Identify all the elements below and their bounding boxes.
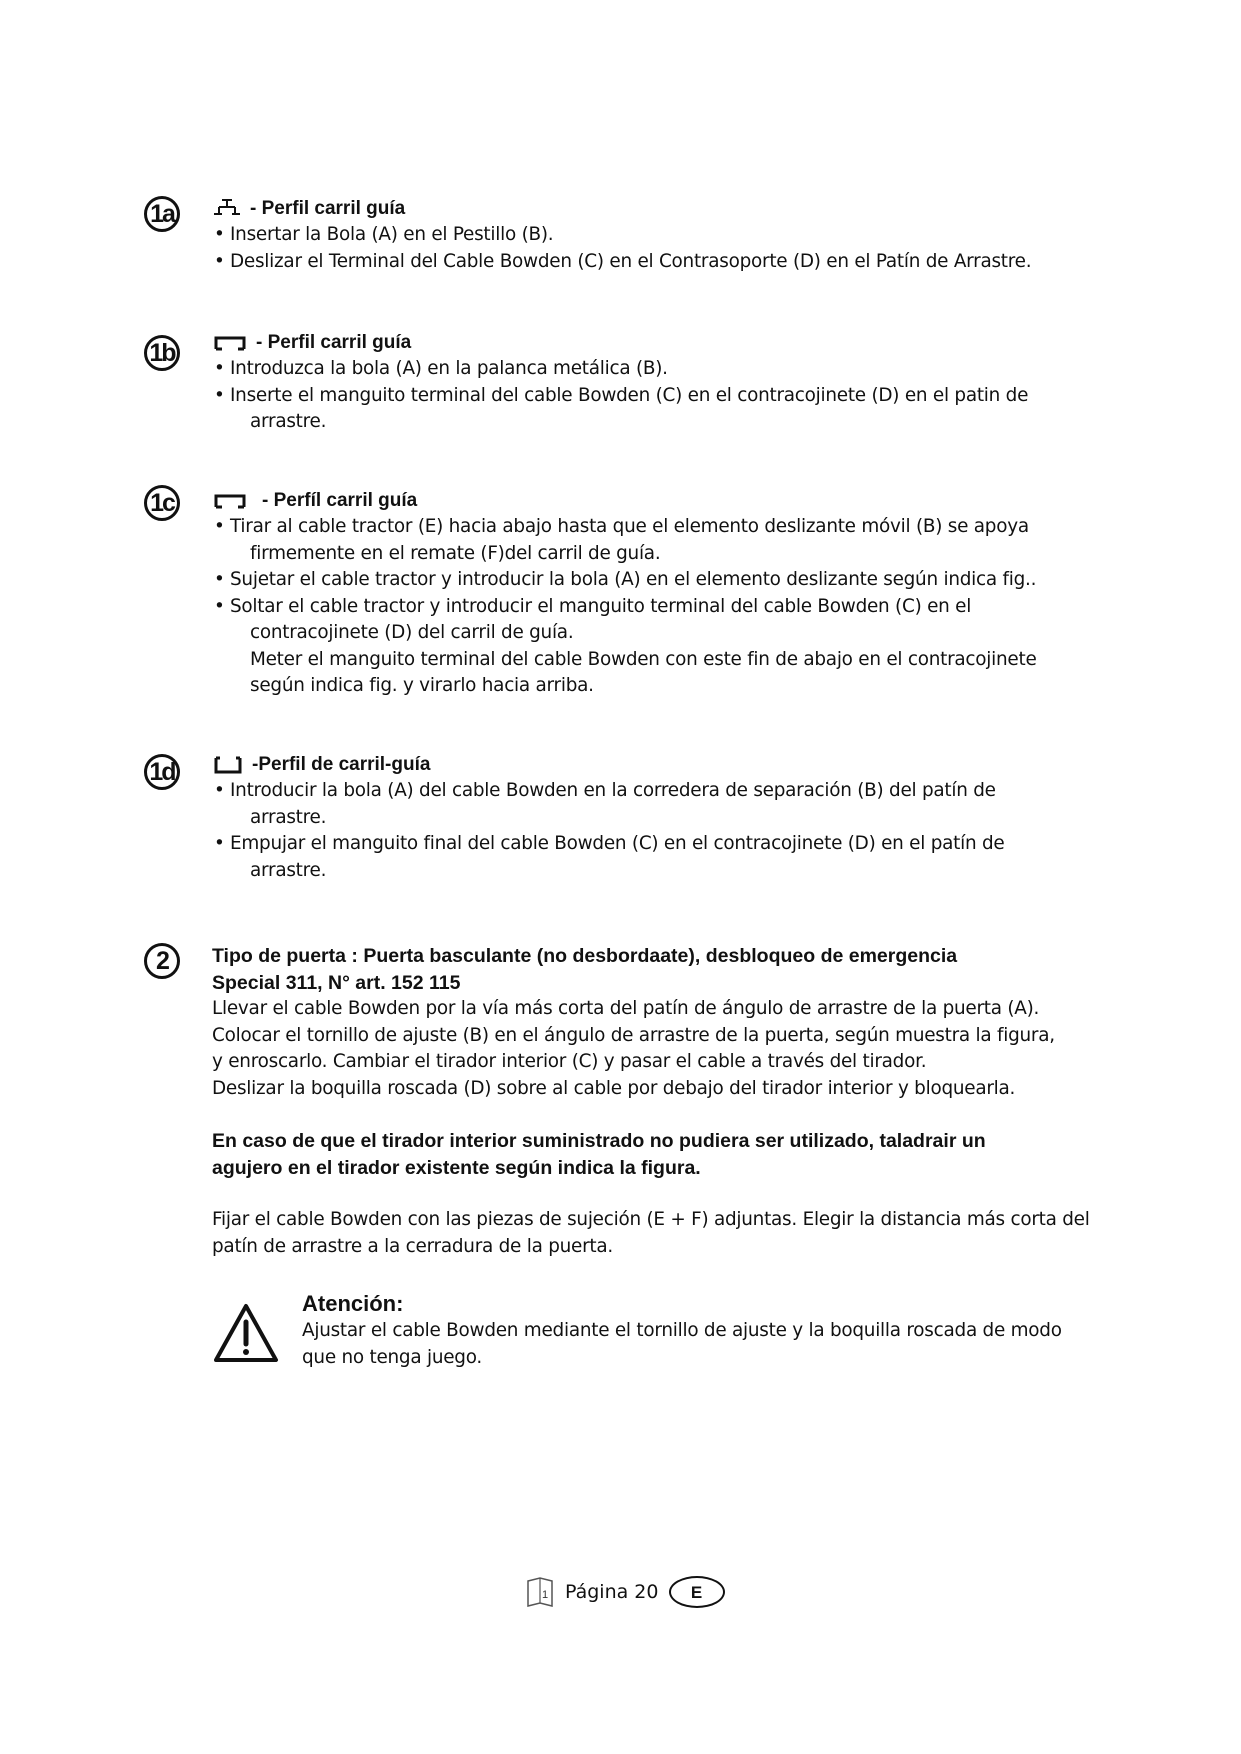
rail-profile-u-icon (210, 752, 246, 778)
section-heading: - Perfil carril guía (210, 196, 1090, 222)
list-item-continuation: firmemente en el remate (F)del carril de guía. (250, 542, 661, 564)
list-item: • Tirar al cable tractor (E) hacia abajo hasta que el elemento deslizante móvil (B) se apoya (210, 514, 1090, 541)
list-item: • Introduzca la bola (A) en la palanca metálica (B). (210, 356, 1090, 383)
step-number-badge: 1a (144, 196, 180, 232)
paragraph-line: Deslizar la boquilla roscada (D) sobre al cable por debajo del tirador interior y bloquearla. (212, 1077, 1016, 1099)
list-item: • Soltar el cable tractor y introducir el manguito terminal del cable Bowden (C) en el (210, 594, 1090, 621)
rail-profile-t-icon (210, 196, 244, 222)
paragraph-line: y enroscarlo. Cambiar el tirador interior (C) y pasar el cable a través del tirador. (212, 1051, 927, 1072)
paragraph-line: Colocar el tornillo de ajuste (B) en el ángulo de arrastre de la puerta, según muestra la figura, (212, 1024, 1055, 1046)
warning-text: Ajustar el cable Bowden mediante el tornillo de ajuste y la boquilla roscada de modo (302, 1320, 1062, 1341)
list-item: • Inserte el manguito terminal del cable Bowden (C) en el contracojinete (D) en el patin de (210, 383, 1090, 410)
step-number-badge: 1b (144, 335, 180, 371)
paragraph-line: Llevar el cable Bowden por la vía más corta del patín de ángulo de arrastre de la puerta (A). (212, 998, 1040, 1019)
list-item-continuation: arrastre. (250, 806, 327, 828)
list-item-continuation: según indica fig. y virarlo hacia arriba. (250, 675, 594, 696)
warning-triangle-icon (212, 1302, 280, 1364)
warning-text: que no tenga juego. (302, 1346, 482, 1368)
book-number: 1 (542, 1589, 549, 1601)
paragraph-line: patín de arrastre a la cerradura de la puerta. (212, 1235, 613, 1257)
step-number-badge: 1c (144, 485, 180, 521)
bold-note: agujero en el tirador existente según indica la figura. (212, 1156, 701, 1179)
list-item-continuation: arrastre. (250, 411, 327, 432)
rail-profile-c-icon (210, 488, 250, 514)
list-item-continuation: contracojinete (D) del carril de guía. (250, 622, 574, 643)
section-heading: - Perfil carril guía (210, 330, 1090, 356)
language-badge: E (669, 1576, 725, 1608)
paragraph-line: Fijar el cable Bowden con las piezas de sujeción (E + F) adjuntas. Elegir la distancia más corta del (212, 1209, 1090, 1230)
bold-note: En caso de que el tirador interior suministrado no pudiera ser utilizado, taladrair un (212, 1130, 986, 1152)
list-item: • Insertar la Bola (A) en el Pestillo (B). (210, 222, 1090, 249)
book-icon (525, 1575, 555, 1609)
step-number-badge: 2 (144, 943, 180, 979)
warning-title: Atención: (302, 1291, 404, 1316)
section-2-title: Special 311, N° art. 152 115 (212, 971, 461, 994)
rail-profile-c-icon (210, 330, 250, 356)
section-2-title: Tipo de puerta : Puerta basculante (no desbordaate), desbloqueo de emergencia (212, 945, 958, 967)
list-item-continuation: arrastre. (250, 859, 327, 881)
list-item-continuation: Meter el manguito terminal del cable Bowden con este fin de abajo en el contracojinete (250, 648, 1037, 670)
section-heading: -Perfil de carril-guía (210, 752, 1090, 778)
section-heading: - Perfíl carril guía (210, 488, 1090, 514)
step-number-badge: 1d (144, 754, 180, 790)
list-item: • Introducir la bola (A) del cable Bowden en la corredera de separación (B) del patín de (210, 778, 1090, 805)
list-item: • Empujar el manguito final del cable Bowden (C) en el contracojinete (D) en el patín de (210, 831, 1090, 858)
list-item: • Deslizar el Terminal del Cable Bowden (C) en el Contrasoporte (D) en el Patín de Arrastre. (210, 249, 1090, 276)
page-footer (525, 1575, 725, 1609)
page-number: Página 20 (565, 1581, 659, 1603)
list-item: • Sujetar el cable tractor y introducir la bola (A) en el elemento deslizante según indica fig.. (210, 567, 1090, 594)
